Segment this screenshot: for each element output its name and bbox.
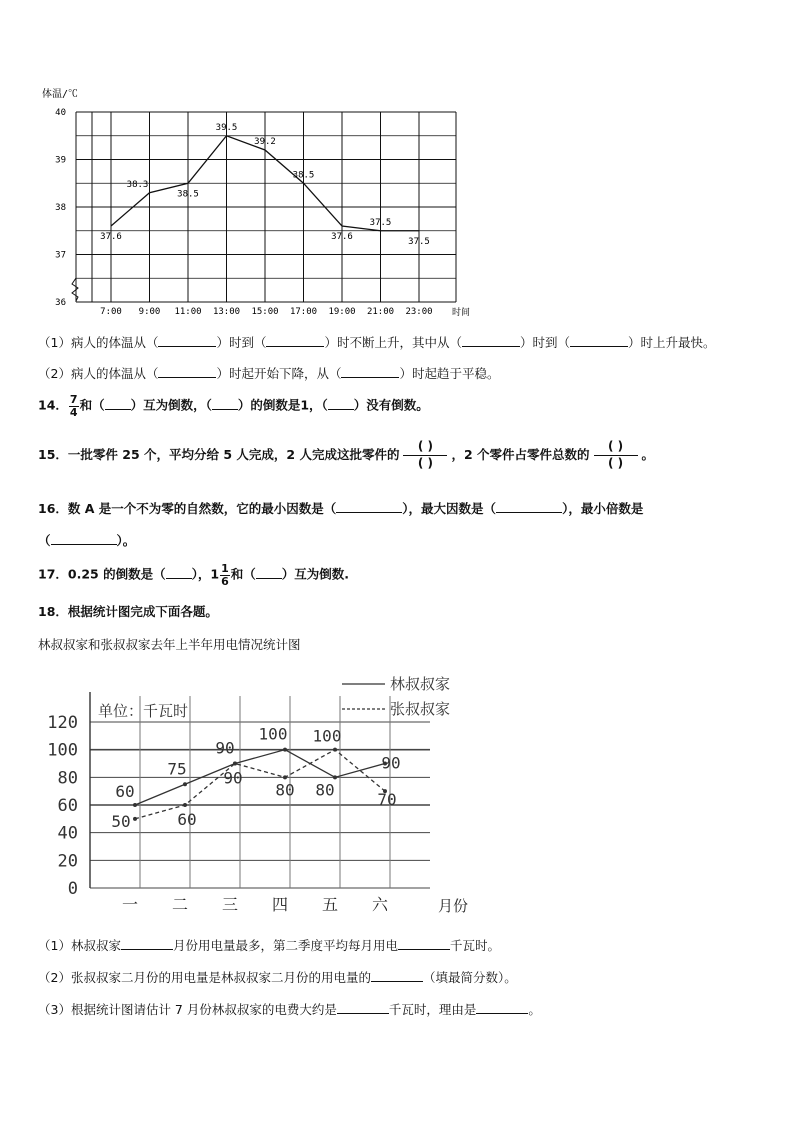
q13-sub2 — [38, 364, 500, 382]
q18-text1: 根据统计图完成下面各题。 — [67, 604, 218, 619]
chart2-x-tick-label: 五 — [321, 895, 339, 914]
answer-blank[interactable] — [398, 949, 450, 950]
chart1-y-tick-label: 37 — [55, 250, 66, 261]
q13-sub2-text1: （2）病人的体温从（ — [38, 366, 159, 381]
q17-text1: 0.25 的倒数是（ — [67, 566, 166, 582]
question-15 — [38, 439, 654, 472]
question-number: 18． — [38, 604, 68, 619]
question-number: 16． — [38, 501, 68, 516]
chart2-y-tick-label: 60 — [57, 796, 78, 816]
chart2-data-label: 100 — [258, 724, 288, 744]
chart1-x-tick-label: 19:00 — [328, 307, 356, 317]
question-18 — [38, 602, 218, 620]
q16-text4: （ — [38, 533, 51, 548]
q17-text3: 和（ — [230, 566, 256, 582]
chart1-x-ticks — [100, 307, 432, 317]
chart1-y-ticks — [55, 108, 66, 308]
question-17 — [38, 563, 349, 587]
chart2-data-label: 90 — [215, 738, 235, 758]
chart2-data-point — [283, 748, 287, 752]
fraction-numerator: 7 — [69, 393, 78, 406]
chart1-data-label: 39.5 — [215, 122, 238, 133]
answer-blank[interactable] — [166, 578, 192, 579]
q18-sub1-text3: 千瓦时。 — [449, 938, 500, 953]
chart1-data-label: 37.5 — [369, 217, 392, 228]
fraction-numerator: 1 — [221, 562, 229, 575]
chart2-data-label: 70 — [377, 790, 397, 810]
fraction-denominator: 4 — [69, 405, 78, 419]
answer-blank[interactable] — [570, 346, 628, 347]
answer-blank[interactable] — [212, 409, 238, 410]
fraction-blank-bottom: ( ) — [607, 456, 624, 470]
q18-sub2-text1: （2）张叔叔家二月份的用电量是林叔叔家二月份的用电量的 — [38, 970, 371, 985]
chart2-y-tick-label: 20 — [57, 851, 78, 872]
q14-text2: ）互为倒数，（ — [130, 397, 212, 413]
answer-blank[interactable] — [266, 346, 324, 347]
q18-sub2-text2: （填最简分数）。 — [422, 970, 517, 985]
chart2-unit-label: 单位：千瓦时 — [98, 702, 189, 720]
electricity-line-chart — [40, 668, 480, 920]
chart2-x-tick-label: 四 — [271, 895, 289, 914]
chart1-data-label: 39.2 — [254, 137, 276, 147]
chart1-x-tick-label: 23:00 — [405, 307, 433, 317]
chart2-data-label: 60 — [115, 782, 135, 801]
answer-blank[interactable] — [496, 512, 562, 513]
q13-sub1-text2: ）时到（ — [216, 335, 267, 350]
q18-sub3-text2: 千瓦时，理由是 — [388, 1002, 477, 1017]
chart1-data-label: 38.3 — [126, 179, 149, 190]
chart2-data-label: 75 — [167, 759, 187, 779]
answer-blank[interactable] — [341, 377, 399, 378]
q18-sub3 — [38, 1000, 541, 1018]
q13-sub2-text3: ）时起趋于平稳。 — [399, 366, 500, 381]
question-number: 14． — [38, 397, 68, 413]
chart2-y-tick-label: 0 — [67, 879, 78, 899]
chart2-data-label: 60 — [177, 810, 197, 829]
answer-blank[interactable] — [51, 544, 117, 545]
chart1-data-label: 37.5 — [408, 236, 430, 247]
chart2-legend — [342, 675, 450, 718]
chart2-data-label: 100 — [312, 726, 342, 746]
q18-sub1-text1: （1）林叔叔家 — [38, 938, 121, 953]
chart2-x-axis-label: 月份 — [438, 897, 469, 915]
q18-sub3-text3: 。 — [528, 1002, 541, 1017]
chart2-x-tick-label: 六 — [371, 895, 389, 914]
q16-text2: ），最大因数是（ — [402, 501, 497, 516]
chart1-x-tick-label: 9:00 — [138, 307, 161, 317]
answer-blank[interactable] — [121, 949, 173, 950]
fraction-denominator: 6 — [221, 574, 229, 588]
chart1-y-tick-label: 39 — [55, 155, 66, 166]
answer-fraction-blank[interactable] — [594, 439, 638, 472]
question-number: 15． — [38, 447, 68, 462]
question-16 — [38, 499, 643, 517]
chart1-x-tick-label: 7:00 — [100, 307, 122, 317]
fraction-7-4 — [69, 394, 79, 418]
question-number: 17． — [38, 566, 68, 582]
chart1-data-label: 38.5 — [292, 170, 315, 181]
chart2-data-label: 90 — [223, 768, 243, 788]
q15-text2: ，2 个零件占零件总数的 — [451, 447, 590, 462]
answer-blank[interactable] — [158, 377, 216, 378]
chart2-legend-label: 林叔叔家 — [390, 675, 451, 693]
q16-text3: ），最小倍数是 — [562, 501, 644, 516]
chart2-data-point — [133, 803, 137, 807]
chart2-x-tick-label: 一 — [121, 895, 139, 914]
fraction-blank-top: ( ) — [594, 439, 638, 456]
q18-sub1 — [38, 936, 500, 954]
chart1-data-label: 37.6 — [331, 232, 353, 242]
chart2-data-point — [283, 775, 287, 779]
q14-text1: 和（ — [79, 397, 105, 413]
answer-blank[interactable] — [336, 512, 402, 513]
chart2-y-tick-label: 80 — [57, 768, 78, 789]
q18-sub3-text1: （3）根据统计图请估计 7 月份林叔叔家的电费大约是 — [38, 1002, 337, 1017]
chart1-y-tick-label: 38 — [55, 203, 66, 213]
chart2-data-label: 90 — [381, 753, 401, 773]
q15-text1: 一批零件 25 个，平均分给 5 人完成，2 人完成这批零件的 — [67, 447, 400, 462]
chart1-data-label: 38.5 — [177, 189, 199, 200]
chart1-axis-break — [72, 278, 78, 301]
chart1-x-tick-label: 13:00 — [212, 307, 241, 317]
chart2-x-tick-label: 三 — [221, 895, 239, 914]
question-16-cont — [38, 531, 135, 549]
q15-text3: 。 — [641, 447, 655, 462]
q13-sub1 — [38, 333, 716, 351]
q13-sub2-text2: ）时起开始下降，从（ — [216, 366, 342, 381]
chart1-x-tick-label: 15:00 — [251, 307, 279, 317]
answer-blank[interactable] — [337, 1013, 389, 1014]
chart2-x-ticks — [122, 895, 389, 914]
q14-text3: ）的倒数是1，（ — [237, 397, 328, 413]
q13-sub1-text1: （1）病人的体温从（ — [38, 335, 159, 350]
chart1-x-tick-label: 17:00 — [289, 307, 318, 317]
answer-fraction-blank[interactable] — [403, 439, 447, 472]
chart1-x-tick-label: 11:00 — [174, 307, 202, 317]
q13-sub1-text5: ）时上升最快。 — [628, 335, 716, 350]
answer-blank[interactable] — [476, 1013, 528, 1014]
answer-blank[interactable] — [328, 409, 354, 410]
q13-sub1-text3: ）时不断上升，其中从（ — [324, 335, 462, 350]
q17-text2: ），1 — [191, 566, 220, 582]
chart2-data-point — [183, 782, 187, 786]
chart1-y-tick-label: 36 — [55, 298, 66, 308]
temperature-line-chart — [30, 84, 470, 318]
chart1-x-axis-label: 时间 — [452, 308, 470, 318]
chart1-data-label: 37.6 — [100, 232, 122, 242]
q14-text4: ）没有倒数。 — [353, 397, 429, 413]
answer-blank[interactable] — [158, 346, 216, 347]
chart2-y-tick-label: 120 — [47, 713, 78, 733]
chart2-x-tick-label: 二 — [171, 895, 189, 914]
answer-blank[interactable] — [371, 981, 423, 982]
answer-blank[interactable] — [105, 409, 131, 410]
q16-text1: 数 A 是一个不为零的自然数，它的最小因数是（ — [67, 501, 337, 516]
chart1-x-tick-label: 21:00 — [366, 307, 395, 317]
chart2-caption: 林叔叔家和张叔叔家去年上半年用电情况统计图 — [38, 637, 301, 652]
answer-blank[interactable] — [256, 578, 282, 579]
answer-blank[interactable] — [462, 346, 520, 347]
q17-text4: ）互为倒数. — [281, 566, 349, 582]
q18-sub1-text2: 月份用电量最多，第二季度平均每月用电 — [172, 938, 398, 953]
chart2-data-point — [333, 748, 337, 752]
fraction-1-6 — [220, 563, 230, 587]
chart2-data-label: 50 — [111, 811, 131, 831]
q18-sub2 — [38, 968, 517, 986]
fraction-blank-top: ( ) — [403, 439, 447, 456]
chart2-data-point — [233, 762, 237, 766]
chart2-data-point — [183, 803, 187, 807]
q16-text5: ）。 — [116, 533, 136, 548]
chart2-data-label: 80 — [275, 780, 295, 800]
chart2-data-point — [333, 775, 337, 779]
chart2-y-ticks — [47, 713, 78, 899]
chart2-legend-label: 张叔叔家 — [390, 700, 451, 718]
chart1-y-axis-label: 体温/℃ — [42, 89, 79, 100]
fraction-blank-bottom: ( ) — [417, 456, 434, 470]
chart2-y-tick-label: 100 — [47, 740, 78, 761]
chart2-y-tick-label: 40 — [57, 823, 78, 844]
chart2-data-label: 80 — [315, 780, 335, 800]
q13-sub1-text4: ）时到（ — [520, 335, 571, 350]
chart1-y-tick-label: 40 — [55, 108, 66, 118]
question-14 — [38, 394, 429, 418]
chart2-data-point — [133, 817, 137, 821]
